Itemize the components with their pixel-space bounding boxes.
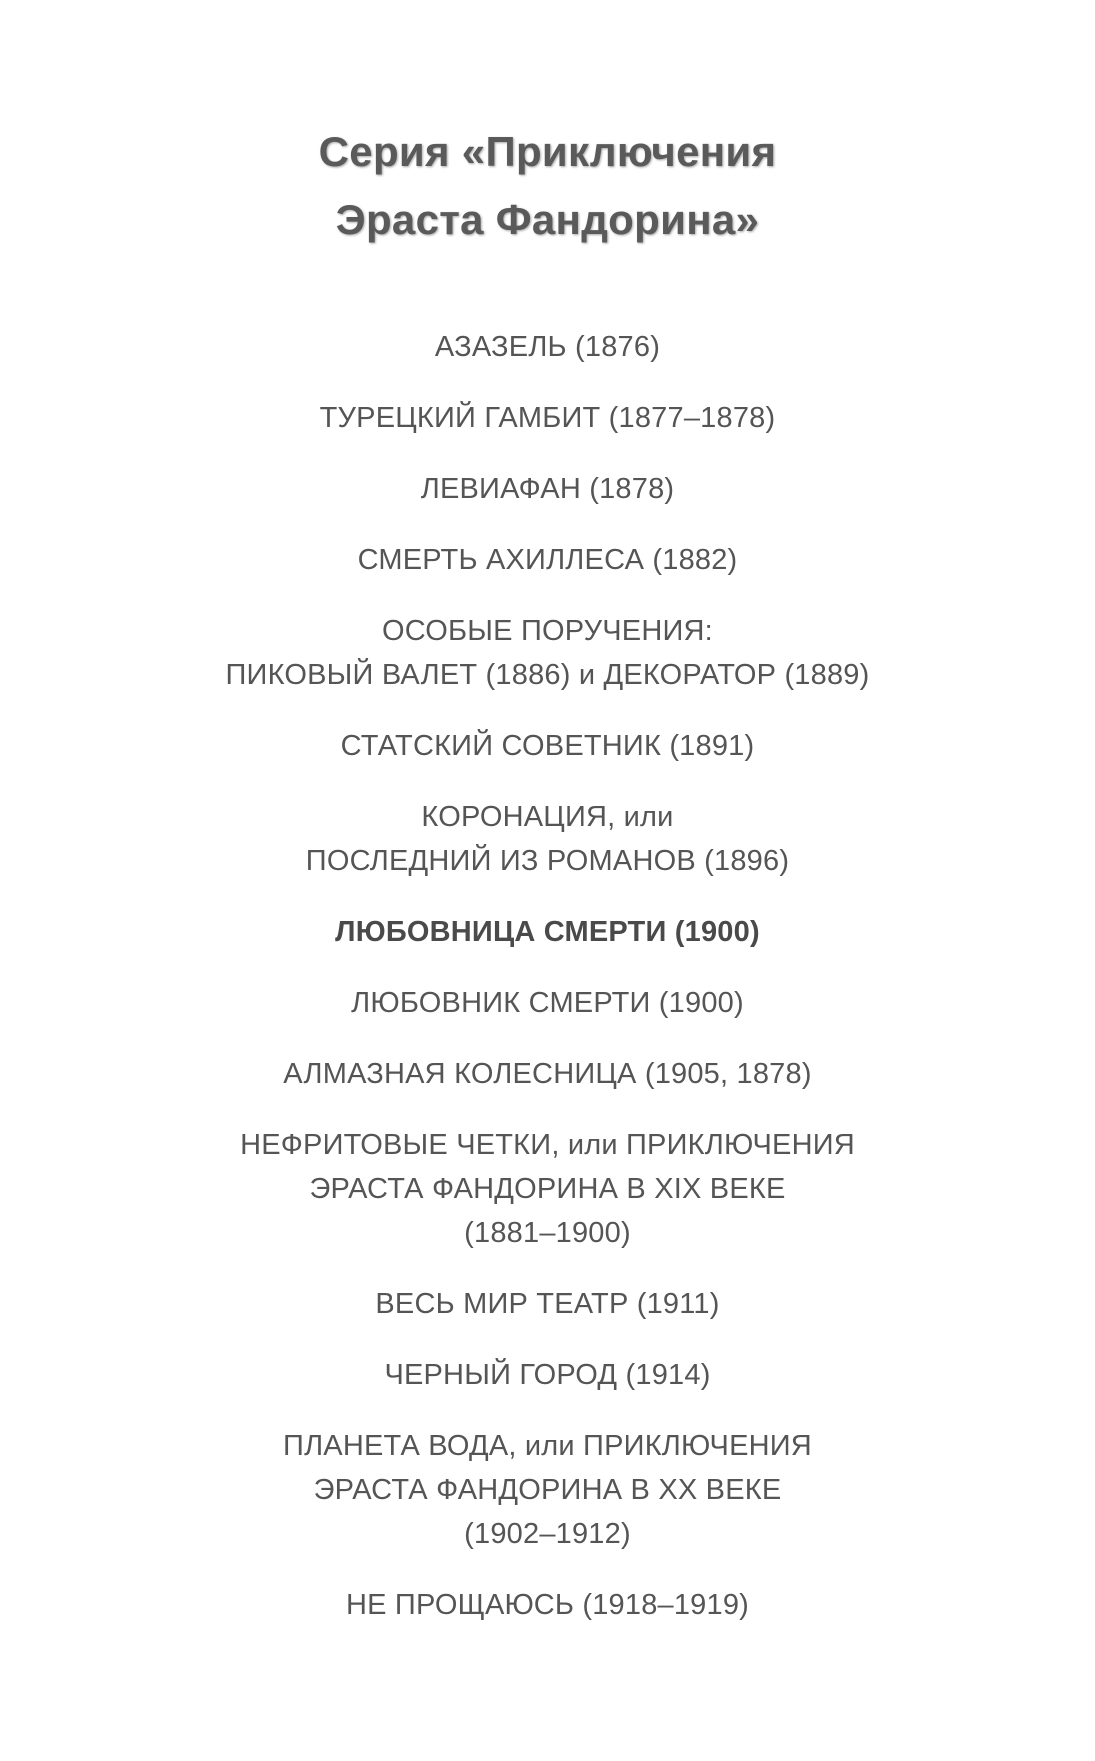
book-title-line: ТУРЕЦКИЙ ГАМБИТ (1877–1878) [319, 402, 776, 434]
book-title-line: ЛЮБОВНИЦА СМЕРТИ (1900) [335, 916, 760, 948]
book-title-line: ВЕСЬ МИР ТЕАТР (1911) [375, 1288, 720, 1320]
book-title [0, 609, 1095, 697]
book-title-line: АЗАЗЕЛЬ (1876) [434, 331, 661, 363]
book-title-line: ЛЮБОВНИК СМЕРТИ (1900) [351, 987, 744, 1019]
book-title-line: НЕ ПРОЩАЮСЬ (1918–1919) [345, 1589, 750, 1621]
series-title-line-2: Эраста Фандорина» [335, 196, 760, 243]
book-list [0, 325, 1095, 1654]
series-title-line-1: Серия «Приключения [318, 128, 777, 175]
book-title-line: НЕФРИТОВЫЕ ЧЕТКИ, или ПРИКЛЮЧЕНИЯ [240, 1129, 855, 1161]
book-title [0, 1123, 1095, 1255]
book-title [0, 795, 1095, 883]
book-title [0, 396, 1095, 440]
book-title [0, 1353, 1095, 1397]
book-title [0, 1282, 1095, 1326]
book-title-line: ОСОБЫЕ ПОРУЧЕНИЯ: [382, 615, 713, 647]
book-title [0, 1424, 1095, 1556]
book-title-line: СМЕРТЬ АХИЛЛЕСА (1882) [357, 544, 738, 576]
book-title [0, 467, 1095, 511]
book-title-line: ЧЕРНЫЙ ГОРОД (1914) [384, 1359, 711, 1391]
book-title [0, 981, 1095, 1025]
series-title [0, 118, 1095, 254]
book-title-line: АЛМАЗНАЯ КОЛЕСНИЦА (1905, 1878) [283, 1058, 812, 1090]
book-title [0, 325, 1095, 369]
book-title-line: ЛЕВИАФАН (1878) [420, 473, 675, 505]
book-title-line: (1902–1912) [464, 1518, 631, 1550]
book-title [0, 724, 1095, 768]
book-title-line: (1881–1900) [464, 1217, 631, 1249]
book-title-line: ПЛАНЕТА ВОДА, или ПРИКЛЮЧЕНИЯ [283, 1430, 812, 1462]
book-title-line: КОРОНАЦИЯ, или [421, 801, 674, 833]
book-title [0, 1052, 1095, 1096]
book-title-line: СТАТСКИЙ СОВЕТНИК (1891) [340, 730, 755, 762]
book-title-current [0, 910, 1095, 954]
book-title [0, 1583, 1095, 1627]
book-title-line: ЭРАСТА ФАНДОРИНА В XIX ВЕКЕ [309, 1173, 786, 1205]
book-title [0, 538, 1095, 582]
book-title-line: ЭРАСТА ФАНДОРИНА В XX ВЕКЕ [313, 1474, 782, 1506]
book-title-line: ПОСЛЕДНИЙ ИЗ РОМАНОВ (1896) [305, 845, 790, 877]
book-title-line: ПИКОВЫЙ ВАЛЕТ (1886) и ДЕКОРАТОР (1889) [225, 659, 870, 691]
